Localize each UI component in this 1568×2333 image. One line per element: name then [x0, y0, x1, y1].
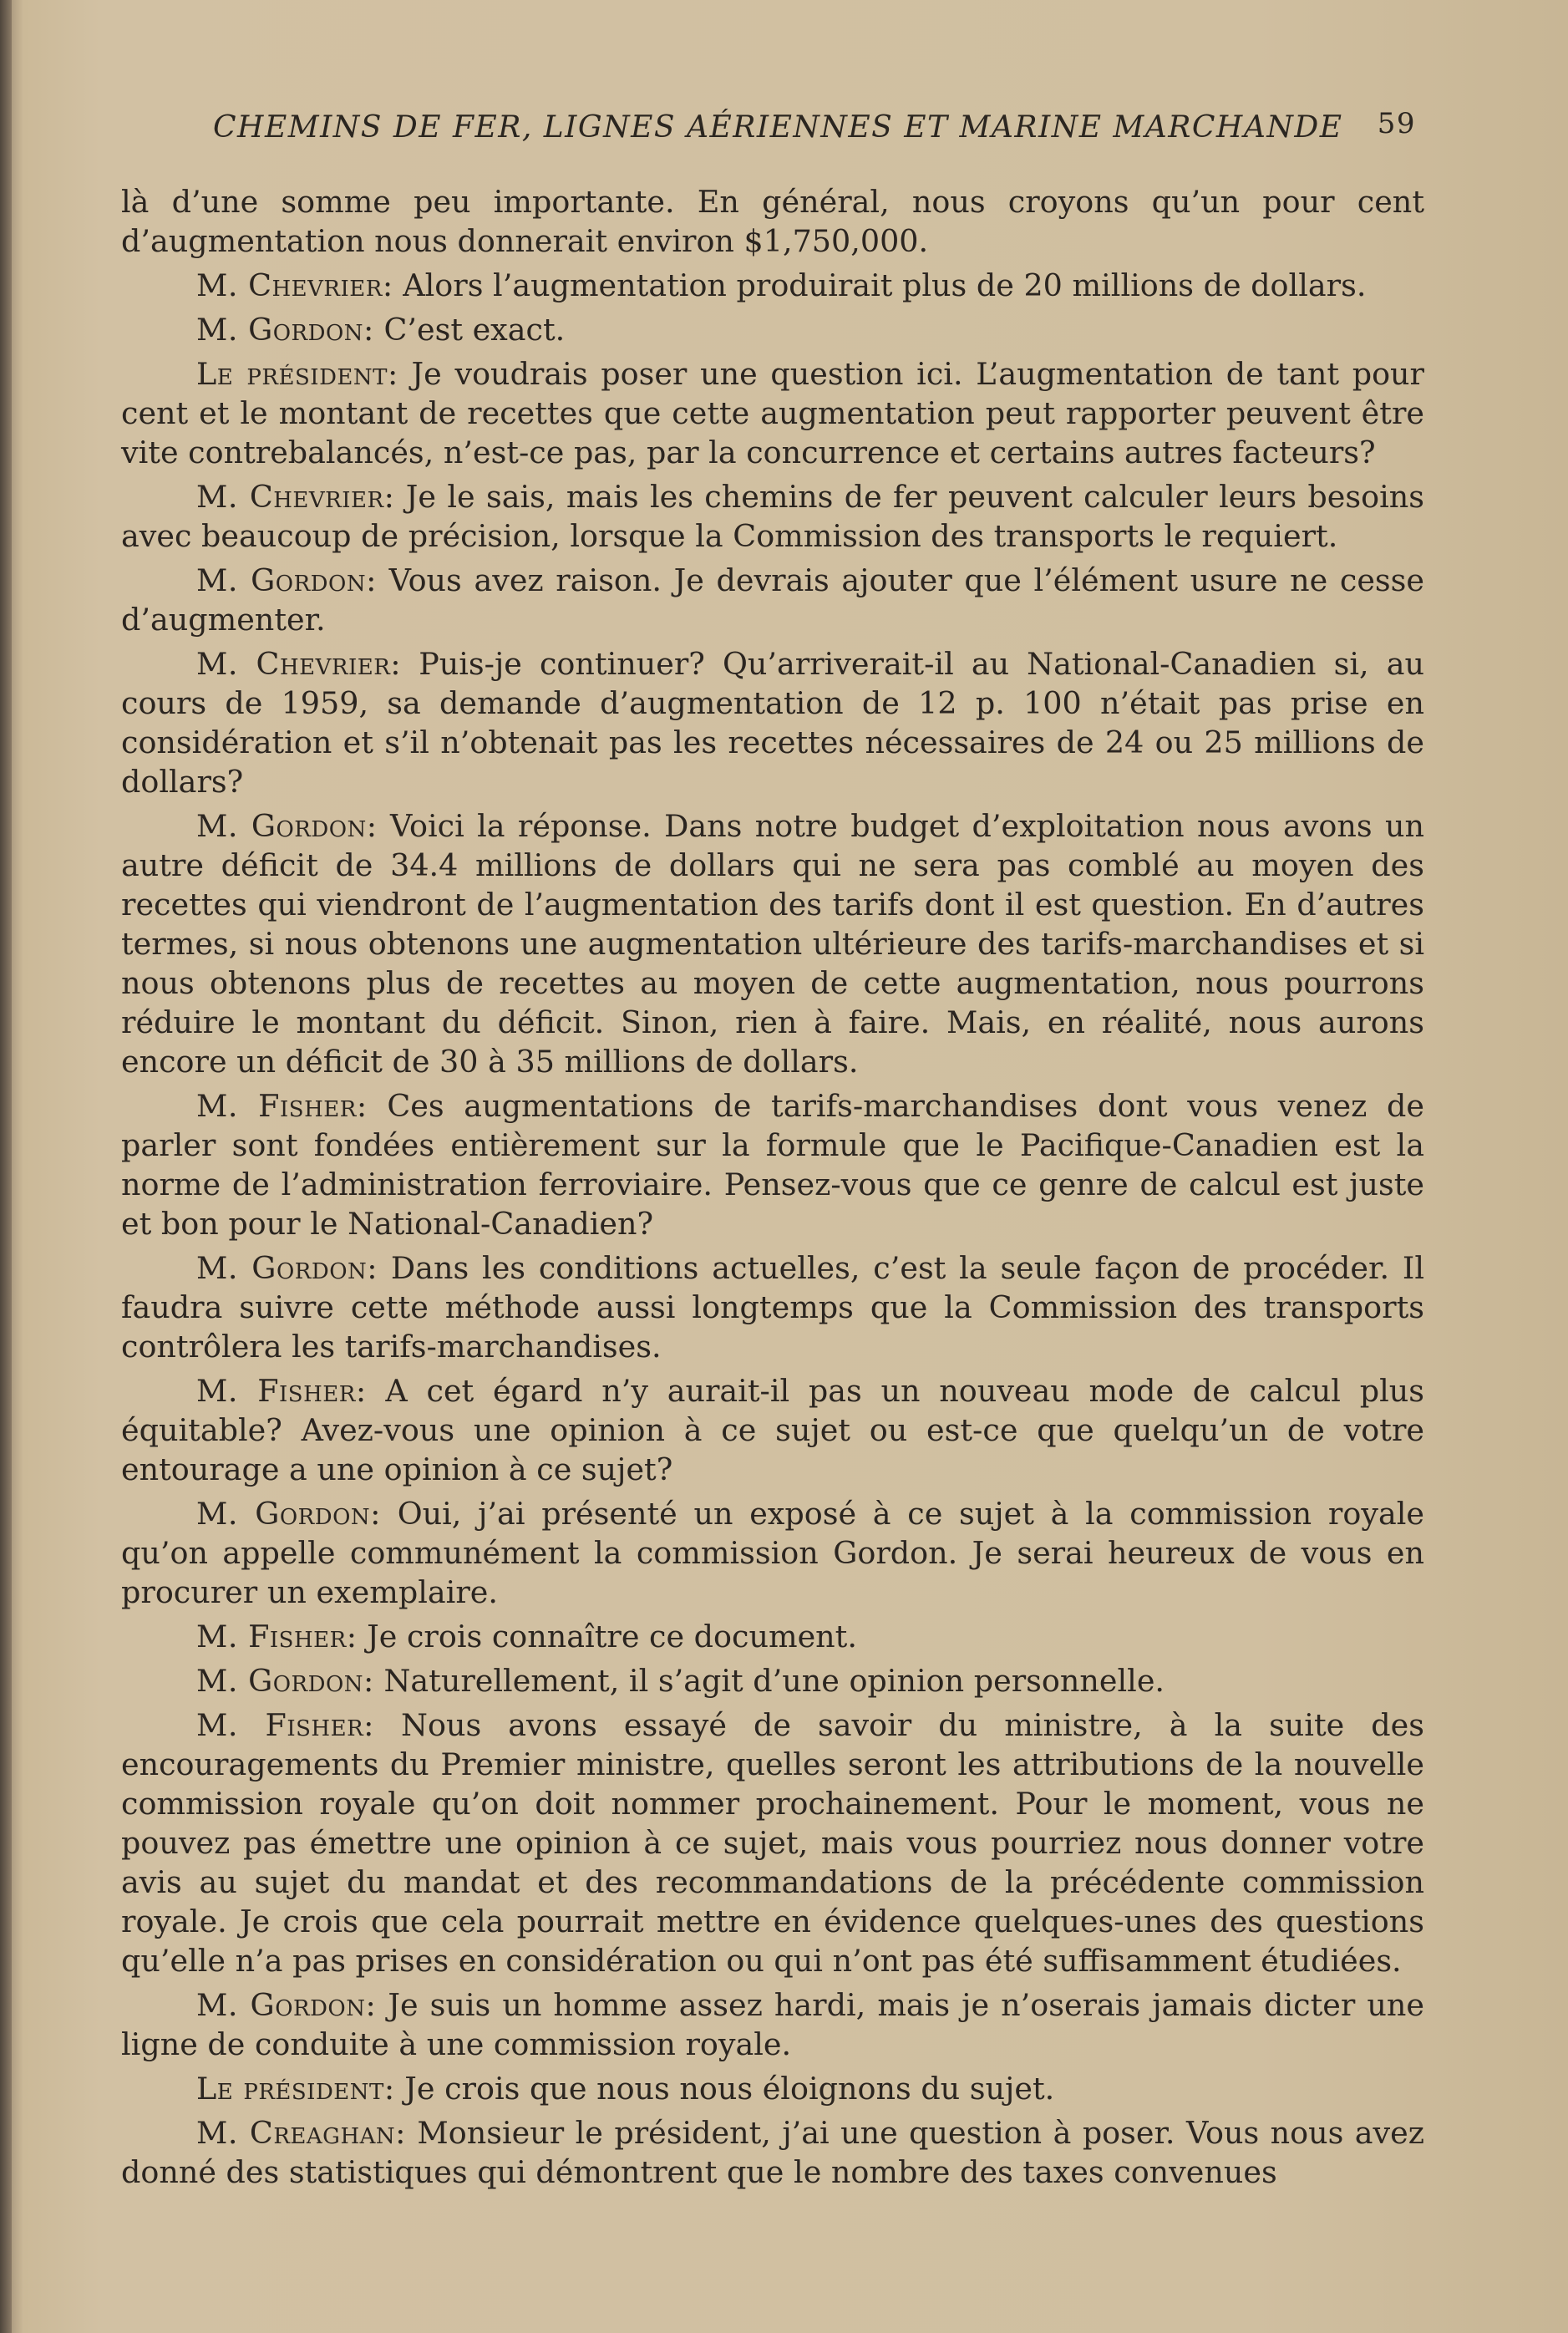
paragraph [121, 2069, 1424, 2108]
paragraph-text: Dans les conditions actuelles, c’est la seule façon de procéder. Il faudra suivre cette méthode aussi longtemps que la Commission des transports contrôlera les tarifs-marchandises. [121, 1250, 1424, 1365]
paragraph-text: là d’une somme peu importante. En général, nous croyons qu’un pour cent d’augmentation nous donnerait environ $1,750,000. [121, 184, 1424, 259]
speaker-label: M. Chevrier: [196, 479, 395, 515]
paragraph-text: Monsieur le président, j’ai une question à poser. Vous nous avez donné des statistiques qui démontrent que le nombre des taxes convenues [121, 2115, 1424, 2190]
paragraph-text: Puis-je continuer? Qu’arriverait-il au National-Canadien si, au cours de 1959, sa demande d’augmentation de 12 p. 100 n’était pas prise en considération et s’il n’obtenait pas les recettes nécessaires de 24 ou 25 millions de dollars? [121, 646, 1424, 800]
header-title: CHEMINS DE FER, LIGNES AÉRIENNES ET MARINE MARCHANDE [213, 110, 1343, 145]
paragraph [121, 806, 1424, 1081]
running-header [213, 104, 1416, 154]
book-spine-shadow [0, 0, 12, 2333]
speaker-label: M. Gordon: [196, 1496, 381, 1532]
speaker-label: Le président: [196, 356, 398, 392]
speaker-label: M. Fisher: [196, 1619, 358, 1654]
paragraph-text: Vous avez raison. Je devrais ajouter que l’élément usure ne cesse d’augmenter. [121, 562, 1424, 638]
paragraph [121, 1705, 1424, 1980]
paragraph [121, 1086, 1424, 1243]
speaker-label: Le président: [196, 2071, 395, 2107]
paragraph-text: A cet égard n’y aurait-il pas un nouveau mode de calcul plus équitable? Avez-vous une opinion à ce sujet ou est-ce que quelqu’un de votre entourage a une opinion à ce sujet? [121, 1373, 1424, 1487]
paragraph [121, 310, 1424, 349]
speaker-label: M. Gordon: [196, 312, 374, 348]
paragraph-text: Je voudrais poser une question ici. L’augmentation de tant pour cent et le montant de recettes que cette augmentation peut rapporter peuvent être vite contrebalancés, n’est-ce pas, par la concurrence et certains autres facteurs? [121, 356, 1425, 470]
paragraph-text: Nous avons essayé de savoir du ministre, à la suite des encouragements du Premier ministre, quelles seront les attributions de la nouvelle commission royale qu’on doit nommer prochainement. Pour le moment, vous ne pouvez pas émettre une opinion à ce sujet, mais vous pourriez nous donner votre avis au sujet du mandat et des recommandations de la précédente commission royale. Je crois que cela pourrait mettre en évidence quelques-unes des questions qu’elle n’a pas prises en considération ou qui n’ont pas été suffisamment étudiées. [121, 1707, 1424, 1979]
speaker-label: M. Gordon: [196, 808, 378, 844]
speaker-label: M. Gordon: [196, 562, 377, 598]
paragraph-text: Alors l’augmentation produirait plus de 20 millions de dollars. [403, 267, 1367, 303]
page-number: 59 [1377, 107, 1416, 140]
speaker-label: M. Gordon: [196, 1250, 378, 1286]
paragraph [121, 1371, 1424, 1489]
speaker-label: M. Fisher: [196, 1088, 368, 1124]
speaker-label: M. Chevrier: [196, 646, 402, 682]
page-body [121, 182, 1424, 2197]
paragraph [121, 1494, 1424, 1612]
speaker-label: M. Gordon: [196, 1663, 374, 1699]
paragraph-text: C’est exact. [383, 312, 566, 348]
paragraph-text: Oui, j’ai présenté un exposé à ce sujet à la commission royale qu’on appelle communément la commission Gordon. Je serai heureux de vous en procurer un exemplaire. [121, 1496, 1424, 1610]
paragraph [121, 644, 1424, 801]
paragraph [121, 561, 1424, 639]
paragraph-text: Je suis un homme assez hardi, mais je n’oserais jamais dicter une ligne de conduite à une commission royale. [121, 1987, 1424, 2062]
paragraph-text: Je crois connaître ce document. [367, 1619, 857, 1654]
paragraph-text: Je crois que nous nous éloignons du sujet. [404, 2071, 1055, 2107]
speaker-label: M. Creaghan: [196, 2115, 406, 2151]
speaker-label: M. Gordon: [196, 1987, 377, 2023]
paragraph [121, 1248, 1424, 1366]
paragraph [121, 477, 1424, 556]
paragraph-text: Ces augmentations de tarifs-marchandises dont vous venez de parler sont fondées entièrement sur la formule que le Pacifique-Canadien est la norme de l’administration ferroviaire. Pensez-vous que ce genre de calcul est juste et bon pour le National-Canadien? [121, 1088, 1424, 1242]
speaker-label: M. Fisher: [196, 1373, 367, 1409]
paragraph-text: Je le sais, mais les chemins de fer peuvent calculer leurs besoins avec beaucoup de précision, lorsque la Commission des transports le requiert. [121, 479, 1424, 554]
paragraph-text: Naturellement, il s’agit d’une opinion personnelle. [383, 1663, 1165, 1699]
paragraph [121, 1985, 1424, 2064]
paragraph [121, 354, 1424, 472]
paragraph [121, 266, 1424, 305]
paragraph-text: Voici la réponse. Dans notre budget d’exploitation nous avons un autre déficit de 34.4 millions de dollars qui ne sera pas comblé au moyen des recettes qui viendront de l’augmentation des tarifs dont il est question. En d’autres termes, si nous obtenons une augmentation ultérieure des tarifs-marchandises et si nous obtenons plus de recettes au moyen de cette augmentation, nous pourrons réduire le montant du déficit. Sinon, rien à faire. Mais, en réalité, nous aurons encore un déficit de 30 à 35 millions de dollars. [121, 808, 1424, 1080]
paragraph [121, 1617, 1424, 1656]
speaker-label: M. Chevrier: [196, 267, 393, 303]
paragraph [121, 1661, 1424, 1700]
speaker-label: M. Fisher: [196, 1707, 374, 1743]
paragraph [121, 182, 1424, 261]
paragraph [121, 2113, 1424, 2192]
